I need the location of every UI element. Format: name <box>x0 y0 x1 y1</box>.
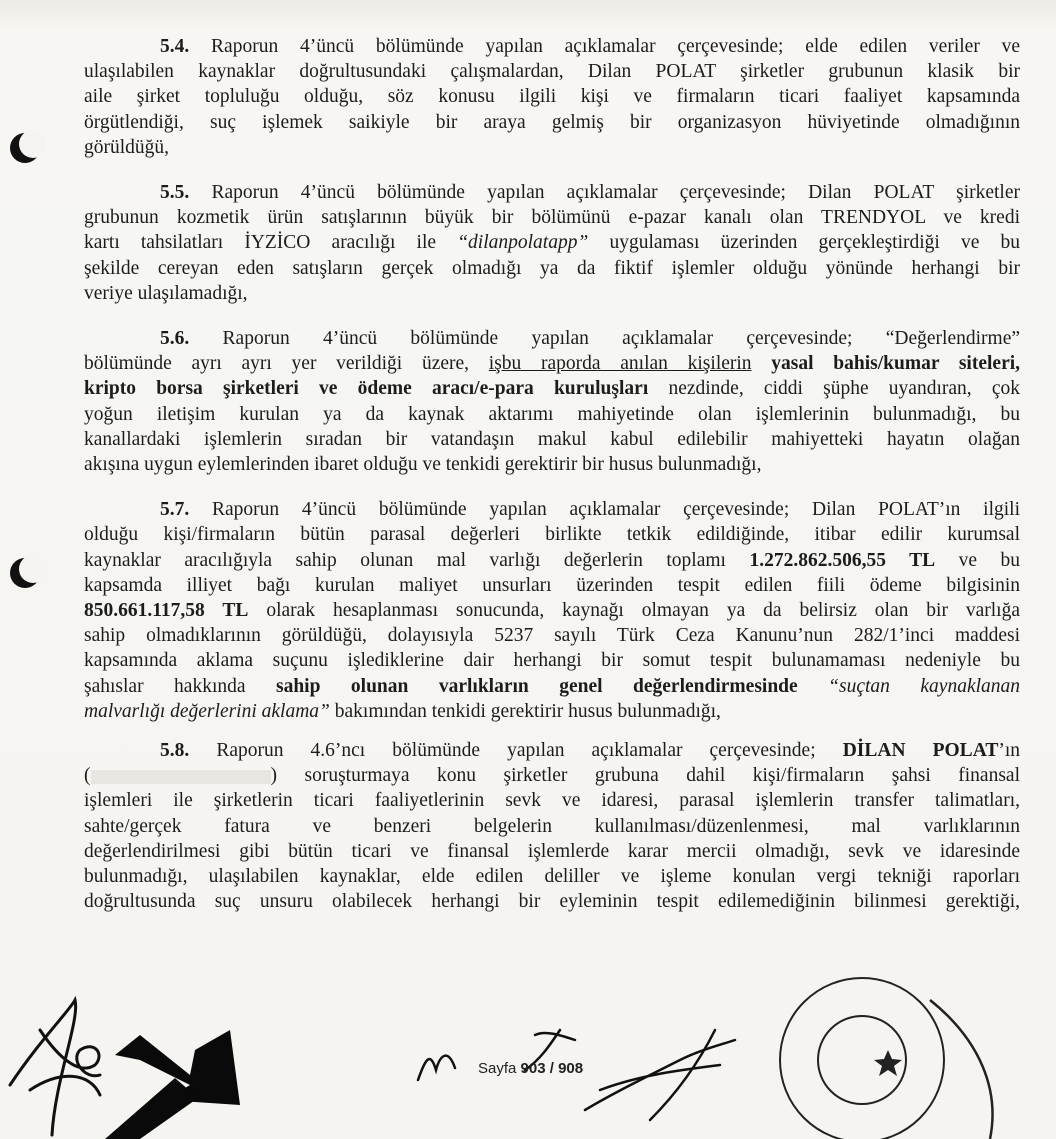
para-line: olduğu kişi/firmaların bütün parasal değerleri birlikte tetkik edildiğinde, itibar edilir kurumsal <box>84 524 1020 546</box>
bold-text: sahip olunan varlıkların genel değerlendirmesinde <box>276 675 798 697</box>
text: Raporun 4’üncü bölümünde yapılan açıklamalar çerçevesinde; elde edilen veriler ve <box>211 36 1020 57</box>
page-total: 908 <box>558 1060 584 1077</box>
ministry-stamp <box>780 978 993 1139</box>
crescent-icon <box>845 1030 875 1090</box>
underlined-text: işbu raporda anılan kişilerin <box>488 353 752 375</box>
para-line: veriye ulaşılamadığı, <box>84 282 248 304</box>
arrow-mark <box>105 1030 240 1139</box>
para-line: kapsamında aklama suçunu işlediklerine dair herhangi bir somut tespit bulunamaması nedeniyle bu <box>84 650 1020 672</box>
text: kartı tahsilatları İYZİCO aracılığı ile <box>84 232 437 254</box>
para-line: akışına uygun eylemlerinden ibaret olduğu ve tenkidi gerektirir bir husus bulunmadığı, <box>84 454 762 476</box>
para-line: grubunun kozmetik ürün satışlarının büyük bir bölümünü e-pazar kanalı olan TRENDYOL ve kredi <box>84 207 1020 229</box>
para-line: aile şirket topluluğu olduğu, söz konusu ilgili kişi ve firmaların ticari faaliyet kapsamında <box>84 86 1020 108</box>
para-number: 5.5. <box>160 182 190 204</box>
para-line: yoğun iletişim kurulan ya da kaynak aktarımı mahiyetinde olan işlemlerinin bulunmadığı, bu <box>84 403 1020 425</box>
para-line: görüldüğü, <box>84 136 170 158</box>
para-number: 5.8. <box>160 740 190 762</box>
page-label: Sayfa <box>478 1060 517 1077</box>
text: Raporun 4’üncü bölümünde yapılan açıklamalar çerçevesinde; “Değerlendirme” <box>222 328 1020 350</box>
bold-text: kripto borsa şirketleri ve ödeme aracı/e-para kuruluşları <box>84 378 649 400</box>
total-assets-amount: 1.272.862.506,55 TL <box>749 549 936 571</box>
para-line: sahip olmadıklarının görüldüğü, dolayısıyla 5237 sayılı Türk Ceza Kanunu’nun 282/1’inci maddesi <box>84 625 1020 647</box>
para-line: değerlendirilmesi gibi bütün ticari ve finansal işlemlerde karar mercii olmadığı, sevk ve idaresinde <box>84 840 1020 862</box>
para-line: şekilde cereyan eden satışların gerçek olmadığı ya da fiktif işlemler olduğu yönünde herhangi bir <box>84 257 1020 279</box>
text: nezdinde, ciddi şüphe uyandıran, çok <box>668 378 1020 400</box>
payment-amount: 850.661.117,58 TL <box>84 600 249 622</box>
text: bakımından tenkidi gerektirir husus bulunmadığı, <box>334 700 721 722</box>
text: ’ın <box>998 740 1020 762</box>
text: ve bu <box>958 549 1020 571</box>
italic-text: malvarlığı değerlerini aklama” <box>84 700 330 722</box>
bold-text: yasal bahis/kumar siteleri, <box>771 353 1020 375</box>
para-line: işlemleri ile şirketlerin ticari faaliyetlerinin sevk ve idaresi, parasal işlemlerin transfer talimatları, <box>84 790 1020 812</box>
para-line: kapsamda illiyet bağı kurulan maliyet unsurları üzerinden tespit edilen fiili ödeme bilgisinin <box>84 574 1020 596</box>
para-line: doğrultusunda suç unsuru olabilecek herhangi bir eyleminin tespit edilemediğinin bilinmesi gerektiği, <box>84 891 1020 913</box>
italic-text: “suçtan kaynaklanan <box>828 675 1020 697</box>
para-number: 5.4. <box>160 36 190 57</box>
para-line: sahte/gerçek fatura ve benzeri belgelerin kullanılması/düzenlenmesi, mal varlıklarının <box>84 815 1020 837</box>
text: ( <box>84 765 91 787</box>
page-current: 903 <box>520 1060 546 1077</box>
text: olarak hesaplanması sonucunda, kaynağı olmayan ya da belirsiz olan bir varlığa <box>266 600 1020 622</box>
app-name: “dilanpolatapp” <box>457 232 589 254</box>
text: Raporun 4.6’ncı bölümünde yapılan açıklamalar çerçevesinde; <box>216 740 816 762</box>
para-number: 5.7. <box>160 499 190 521</box>
page-separator: / <box>549 1060 554 1077</box>
bold-name: DİLAN POLAT <box>842 740 999 762</box>
para-number: 5.6. <box>160 328 190 350</box>
para-line: ulaşılabilen kaynaklar doğrultusundaki çalışmalardan, Dilan POLAT şirketler grubunun klasik bir <box>84 61 1020 83</box>
text: bölümünde ayrı ayrı yer verildiği üzere, <box>84 353 470 375</box>
para-line: kanallardaki işlemlerin sıradan bir vatandaşın makul kabul edilebilir mahiyetteki hayatın olağan <box>84 428 1020 450</box>
text: kaynaklar aracılığıyla sahip olunan mal varlığı değerlerin toplamı <box>84 549 726 571</box>
text: Raporun 4’üncü bölümünde yapılan açıklamalar çerçevesinde; Dilan POLAT’ın ilgili <box>212 499 1020 521</box>
text: Raporun 4’üncü bölümünde yapılan açıklamalar çerçevesinde; Dilan POLAT şirketler <box>211 182 1020 204</box>
text: soruşturmaya konu şirketler grubuna dahil kişi/firmaların şahsi finansal <box>304 765 1020 787</box>
page-footer <box>478 1060 583 1077</box>
text: ) <box>270 765 277 787</box>
text: uygulaması üzerinden gerçekleştirdiği ve bu <box>609 232 1020 254</box>
text: şahıslar hakkında <box>84 675 246 697</box>
para-line: bulunmadığı, ulaşılabilen kaynaklar, elde edilen deliller ve işleme konulan vergi tekniği raporları <box>84 866 1020 888</box>
para-line: örgütlendiği, suç işlemek saikiyle bir araya gelmiş bir organizasyon hüviyetinde olmadığının <box>84 111 1020 133</box>
star-icon <box>874 1050 902 1076</box>
left-signature <box>10 1000 100 1135</box>
